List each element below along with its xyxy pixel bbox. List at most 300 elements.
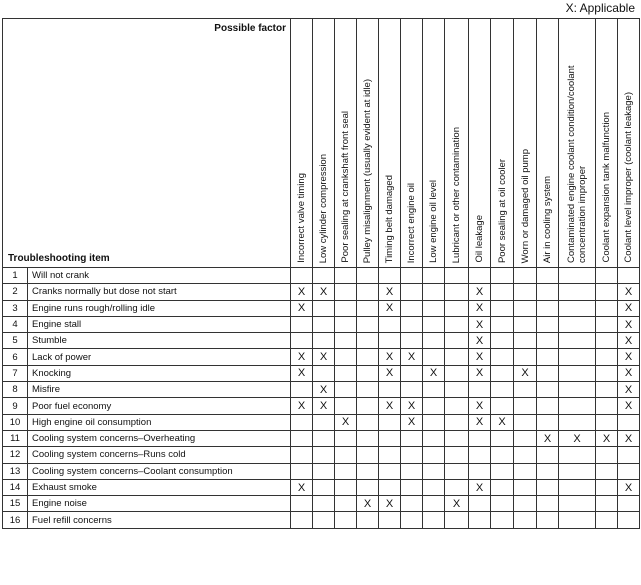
factor-cell — [423, 382, 445, 398]
factor-cell — [379, 414, 401, 430]
factor-cell — [445, 463, 469, 479]
factor-cell — [401, 268, 423, 284]
factor-label: Poor sealing at crankshaft front seal — [340, 111, 351, 263]
factor-cell — [559, 284, 596, 300]
table-row — [3, 300, 640, 316]
factor-cell — [401, 512, 423, 528]
factor-cell — [379, 268, 401, 284]
row-number: 11 — [3, 430, 28, 446]
factor-cell — [559, 414, 596, 430]
factor-label: Worn or damaged oil pump — [519, 148, 531, 263]
troubleshooting-item: Engine noise — [28, 496, 291, 512]
factor-cell — [514, 512, 537, 528]
factor-cell — [491, 300, 514, 316]
factor-cell — [445, 333, 469, 349]
row-number: 1 — [3, 268, 28, 284]
factor-cell — [357, 268, 379, 284]
factor-cell — [335, 512, 357, 528]
factor-cell — [618, 414, 640, 430]
factor-cell — [559, 300, 596, 316]
factor-cell — [423, 316, 445, 332]
factor-header — [379, 19, 401, 268]
factor-label: Air in cooling system — [542, 175, 553, 263]
factor-cell — [491, 398, 514, 414]
factor-cell — [379, 430, 401, 446]
applicable-mark: X — [379, 398, 401, 414]
factor-cell — [596, 284, 618, 300]
factor-cell — [618, 512, 640, 528]
factor-cell — [469, 463, 491, 479]
applicable-mark: X — [618, 430, 640, 446]
factor-cell — [445, 398, 469, 414]
factor-cell — [335, 398, 357, 414]
factor-cell — [469, 430, 491, 446]
factor-cell — [491, 496, 514, 512]
applicable-mark: X — [469, 284, 491, 300]
troubleshooting-item: Will not crank — [28, 268, 291, 284]
applicable-mark: X — [618, 365, 640, 381]
troubleshooting-item-label: Troubleshooting item — [8, 253, 110, 264]
factor-cell — [514, 284, 537, 300]
applicable-mark: X — [291, 284, 313, 300]
applicable-mark: X — [469, 479, 491, 495]
row-number: 9 — [3, 398, 28, 414]
applicable-mark: X — [469, 349, 491, 365]
factor-cell — [401, 284, 423, 300]
applicable-mark: X — [618, 300, 640, 316]
applicable-mark: X — [469, 300, 491, 316]
factor-cell — [469, 496, 491, 512]
applicable-mark: X — [469, 365, 491, 381]
troubleshooting-item: Exhaust smoke — [28, 479, 291, 495]
factor-cell — [514, 496, 537, 512]
applicable-mark: X — [559, 430, 596, 446]
factor-header — [313, 19, 335, 268]
factor-cell — [559, 447, 596, 463]
applicable-mark: X — [291, 349, 313, 365]
factor-cell — [491, 463, 514, 479]
applicable-mark: X — [401, 398, 423, 414]
table-row — [3, 430, 640, 446]
factor-cell — [335, 463, 357, 479]
row-number: 13 — [3, 463, 28, 479]
factor-cell — [423, 463, 445, 479]
factor-cell — [335, 382, 357, 398]
table-row — [3, 333, 640, 349]
factor-cell — [537, 349, 559, 365]
factor-cell — [537, 398, 559, 414]
table-row — [3, 496, 640, 512]
factor-cell — [537, 447, 559, 463]
factor-cell — [401, 430, 423, 446]
applicable-mark: X — [291, 365, 313, 381]
factor-header — [335, 19, 357, 268]
factor-cell — [537, 382, 559, 398]
possible-factor-label: Possible factor — [214, 23, 286, 34]
factor-cell — [618, 268, 640, 284]
table-row — [3, 268, 640, 284]
row-number: 6 — [3, 349, 28, 365]
factor-cell — [401, 496, 423, 512]
factor-cell — [357, 512, 379, 528]
row-number: 4 — [3, 316, 28, 332]
factor-cell — [596, 349, 618, 365]
applicable-mark: X — [469, 398, 491, 414]
factor-cell — [559, 349, 596, 365]
factor-cell — [291, 430, 313, 446]
factor-cell — [357, 316, 379, 332]
factor-cell — [357, 479, 379, 495]
table-row — [3, 463, 640, 479]
factor-cell — [596, 398, 618, 414]
factor-header — [469, 19, 491, 268]
troubleshooting-item: Engine stall — [28, 316, 291, 332]
applicable-mark: X — [537, 430, 559, 446]
factor-cell — [423, 284, 445, 300]
applicable-mark: X — [401, 349, 423, 365]
troubleshooting-item: Misfire — [28, 382, 291, 398]
applicable-mark: X — [379, 284, 401, 300]
applicable-mark: X — [313, 284, 335, 300]
table-row — [3, 365, 640, 381]
factor-cell — [291, 414, 313, 430]
factor-cell — [357, 349, 379, 365]
factor-cell — [291, 512, 313, 528]
table-row — [3, 398, 640, 414]
table-row — [3, 414, 640, 430]
factor-cell — [357, 398, 379, 414]
factor-cell — [313, 512, 335, 528]
factor-cell — [559, 496, 596, 512]
applicable-mark: X — [596, 430, 618, 446]
applicable-mark: X — [379, 365, 401, 381]
factor-cell — [335, 333, 357, 349]
factor-header — [357, 19, 379, 268]
factor-cell — [514, 447, 537, 463]
factor-label: Oil leakage — [474, 215, 485, 263]
applicable-mark: X — [379, 349, 401, 365]
factor-cell — [423, 398, 445, 414]
factor-cell — [313, 463, 335, 479]
factor-cell — [313, 300, 335, 316]
factor-label: Low engine oil level — [428, 180, 439, 263]
factor-cell — [559, 365, 596, 381]
factor-cell — [445, 300, 469, 316]
applicable-mark: X — [618, 284, 640, 300]
factor-header — [618, 19, 640, 268]
factor-cell — [313, 414, 335, 430]
factor-cell — [401, 333, 423, 349]
factor-cell — [445, 365, 469, 381]
factor-cell — [335, 430, 357, 446]
factor-cell — [401, 316, 423, 332]
factor-cell — [357, 382, 379, 398]
factor-header — [491, 19, 514, 268]
factor-cell — [559, 268, 596, 284]
factor-cell — [559, 398, 596, 414]
factor-cell — [357, 463, 379, 479]
factor-cell — [335, 284, 357, 300]
factor-cell — [537, 463, 559, 479]
factor-cell — [618, 496, 640, 512]
table-row — [3, 284, 640, 300]
factor-cell — [423, 447, 445, 463]
factor-cell — [596, 300, 618, 316]
factor-cell — [596, 512, 618, 528]
factor-header — [537, 19, 559, 268]
factor-cell — [291, 382, 313, 398]
factor-cell — [514, 414, 537, 430]
factor-header — [401, 19, 423, 268]
row-number: 12 — [3, 447, 28, 463]
factor-cell — [491, 333, 514, 349]
factor-cell — [445, 268, 469, 284]
factor-cell — [313, 333, 335, 349]
factor-cell — [291, 447, 313, 463]
factor-cell — [335, 349, 357, 365]
factor-cell — [537, 284, 559, 300]
troubleshooting-item: Lack of power — [28, 349, 291, 365]
factor-cell — [401, 300, 423, 316]
factor-cell — [379, 316, 401, 332]
table-row — [3, 512, 640, 528]
troubleshooting-item: Poor fuel economy — [28, 398, 291, 414]
factor-cell — [445, 382, 469, 398]
factor-header — [423, 19, 445, 268]
applicable-mark: X — [379, 496, 401, 512]
factor-cell — [596, 414, 618, 430]
factor-cell — [291, 268, 313, 284]
factor-cell — [445, 479, 469, 495]
factor-cell — [469, 268, 491, 284]
factor-cell — [401, 447, 423, 463]
troubleshooting-item: Engine runs rough/rolling idle — [28, 300, 291, 316]
factor-cell — [491, 365, 514, 381]
factor-cell — [357, 365, 379, 381]
factor-cell — [335, 447, 357, 463]
factor-cell — [357, 430, 379, 446]
factor-cell — [423, 333, 445, 349]
applicable-mark: X — [514, 365, 537, 381]
table-row — [3, 316, 640, 332]
factor-cell — [537, 365, 559, 381]
factor-label: Coolant expansion tank malfunction — [601, 112, 612, 263]
header-row — [3, 19, 640, 268]
row-number: 15 — [3, 496, 28, 512]
factor-cell — [379, 333, 401, 349]
troubleshooting-item: High engine oil consumption — [28, 414, 291, 430]
applicable-mark: X — [445, 496, 469, 512]
applicable-mark: X — [491, 414, 514, 430]
factor-cell — [491, 447, 514, 463]
factor-cell — [514, 333, 537, 349]
factor-cell — [445, 414, 469, 430]
factor-cell — [491, 430, 514, 446]
factor-cell — [491, 268, 514, 284]
row-number: 3 — [3, 300, 28, 316]
factor-cell — [291, 496, 313, 512]
factor-header — [291, 19, 313, 268]
table-body — [3, 268, 640, 529]
factor-cell — [618, 463, 640, 479]
row-number: 5 — [3, 333, 28, 349]
applicable-mark: X — [401, 414, 423, 430]
factor-cell — [596, 463, 618, 479]
table-row — [3, 479, 640, 495]
factor-cell — [423, 349, 445, 365]
factor-cell — [335, 300, 357, 316]
factor-cell — [537, 333, 559, 349]
applicable-mark: X — [313, 398, 335, 414]
troubleshooting-item: Fuel refill concerns — [28, 512, 291, 528]
factor-cell — [559, 316, 596, 332]
factor-cell — [514, 349, 537, 365]
corner-header — [3, 19, 291, 268]
factor-cell — [313, 447, 335, 463]
row-number: 14 — [3, 479, 28, 495]
row-number: 10 — [3, 414, 28, 430]
factor-cell — [445, 430, 469, 446]
factor-cell — [313, 365, 335, 381]
factor-cell — [401, 382, 423, 398]
factor-cell — [313, 496, 335, 512]
factor-label: Timing belt damaged — [384, 174, 395, 263]
factor-cell — [357, 300, 379, 316]
factor-cell — [335, 316, 357, 332]
factor-cell — [335, 365, 357, 381]
factor-label: Pulley misalignment (usually evident at idle) — [362, 78, 373, 263]
factor-cell — [313, 268, 335, 284]
factor-cell — [559, 333, 596, 349]
factor-cell — [313, 430, 335, 446]
factor-cell — [596, 479, 618, 495]
factor-cell — [537, 414, 559, 430]
applicable-mark: X — [469, 316, 491, 332]
factor-cell — [357, 284, 379, 300]
factor-cell — [596, 268, 618, 284]
factor-cell — [423, 414, 445, 430]
applicable-mark: X — [618, 398, 640, 414]
troubleshooting-item: Cooling system concerns–Overheating — [28, 430, 291, 446]
applicable-mark: X — [469, 333, 491, 349]
factor-cell — [357, 447, 379, 463]
factor-cell — [357, 333, 379, 349]
factor-cell — [445, 447, 469, 463]
applicable-mark: X — [423, 365, 445, 381]
applicable-mark: X — [313, 349, 335, 365]
factor-cell — [401, 463, 423, 479]
factor-cell — [357, 414, 379, 430]
factor-label: Contaminated engine coolant condition/coolant concentration improper — [566, 65, 588, 263]
factor-cell — [313, 316, 335, 332]
applicable-mark: X — [357, 496, 379, 512]
factor-cell — [445, 316, 469, 332]
factor-cell — [514, 382, 537, 398]
row-number: 7 — [3, 365, 28, 381]
applicable-legend: X: Applicable — [565, 1, 635, 15]
applicable-mark: X — [618, 333, 640, 349]
row-number: 16 — [3, 512, 28, 528]
factor-cell — [514, 268, 537, 284]
factor-cell — [379, 382, 401, 398]
factor-cell — [514, 300, 537, 316]
factor-cell — [491, 349, 514, 365]
factor-cell — [514, 463, 537, 479]
applicable-mark: X — [469, 414, 491, 430]
applicable-mark: X — [618, 382, 640, 398]
factor-cell — [596, 365, 618, 381]
factor-cell — [335, 496, 357, 512]
applicable-mark: X — [618, 316, 640, 332]
factor-cell — [401, 365, 423, 381]
factor-cell — [469, 447, 491, 463]
factor-cell — [423, 479, 445, 495]
troubleshooting-item: Knocking — [28, 365, 291, 381]
factor-cell — [445, 512, 469, 528]
table-row — [3, 447, 640, 463]
factor-header — [596, 19, 618, 268]
troubleshooting-item: Cranks normally but dose not start — [28, 284, 291, 300]
factor-cell — [469, 512, 491, 528]
factor-label: Poor sealing at oil cooler — [496, 158, 508, 263]
factor-cell — [291, 333, 313, 349]
factor-label: Low cylinder compression — [318, 153, 329, 263]
factor-cell — [423, 430, 445, 446]
factor-cell — [423, 496, 445, 512]
factor-header — [514, 19, 537, 268]
factor-label: Incorrect valve timing — [296, 173, 307, 263]
factor-cell — [514, 430, 537, 446]
factor-header — [445, 19, 469, 268]
factor-cell — [423, 512, 445, 528]
applicable-mark: X — [618, 479, 640, 495]
factor-cell — [596, 316, 618, 332]
factor-cell — [537, 512, 559, 528]
factor-cell — [313, 479, 335, 495]
applicable-mark: X — [313, 382, 335, 398]
factor-cell — [537, 316, 559, 332]
factor-cell — [559, 382, 596, 398]
factor-cell — [514, 398, 537, 414]
applicable-mark: X — [291, 479, 313, 495]
factor-cell — [537, 300, 559, 316]
factor-cell — [491, 382, 514, 398]
applicable-mark: X — [291, 398, 313, 414]
factor-cell — [445, 284, 469, 300]
applicable-mark: X — [335, 414, 357, 430]
troubleshooting-table — [2, 18, 640, 529]
table-row — [3, 382, 640, 398]
factor-cell — [335, 479, 357, 495]
troubleshooting-item: Cooling system concerns–Runs cold — [28, 447, 291, 463]
applicable-mark: X — [618, 349, 640, 365]
factor-label: Coolant level improper (coolant leakage) — [623, 92, 634, 263]
factor-cell — [291, 316, 313, 332]
troubleshooting-item: Stumble — [28, 333, 291, 349]
factor-cell — [596, 382, 618, 398]
factor-cell — [379, 463, 401, 479]
troubleshooting-item: Cooling system concerns–Coolant consumption — [28, 463, 291, 479]
factor-cell — [514, 479, 537, 495]
factor-cell — [618, 447, 640, 463]
factor-cell — [596, 447, 618, 463]
factor-cell — [335, 268, 357, 284]
factor-cell — [379, 447, 401, 463]
factor-cell — [559, 479, 596, 495]
factor-cell — [559, 512, 596, 528]
applicable-mark: X — [291, 300, 313, 316]
factor-cell — [514, 316, 537, 332]
